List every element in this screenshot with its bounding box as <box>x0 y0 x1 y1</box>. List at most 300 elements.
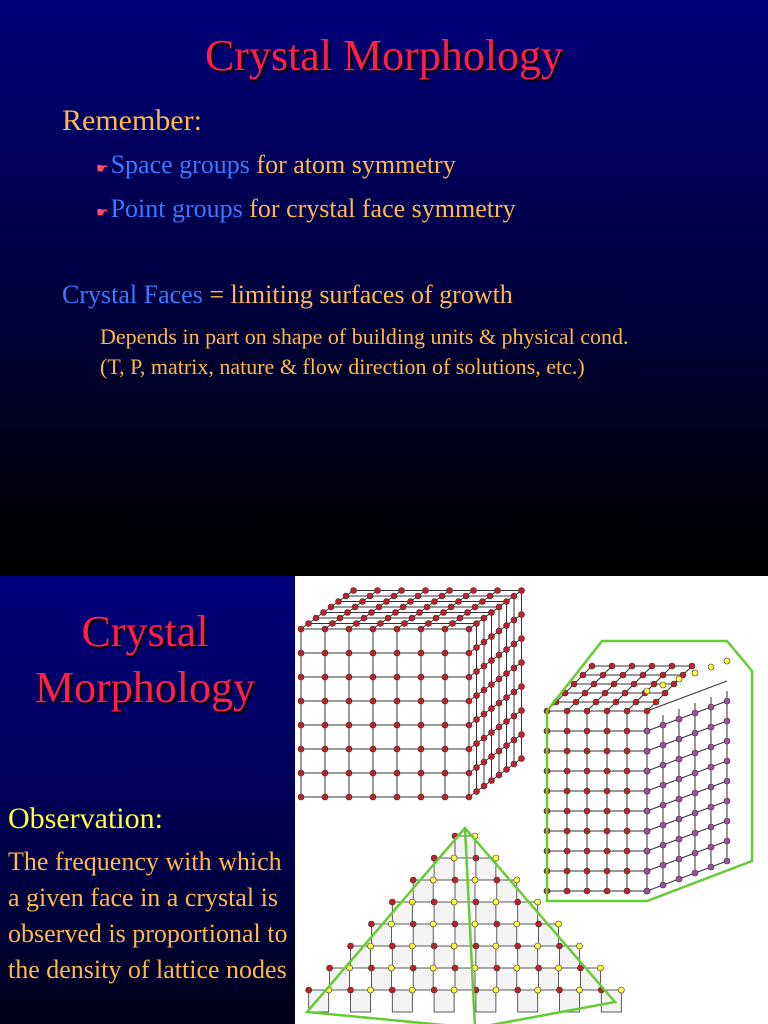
lattice-bond <box>647 761 727 791</box>
lattice-node <box>322 770 328 776</box>
lattice-node <box>604 828 610 834</box>
lattice-node <box>348 987 354 993</box>
lattice-cube <box>413 924 433 946</box>
lattice-node <box>624 728 630 734</box>
title-line-1: Crystal <box>81 607 209 656</box>
lattice-node <box>724 778 730 784</box>
lattice-cube <box>392 902 412 924</box>
lattice-node <box>466 770 472 776</box>
lattice-node <box>431 943 437 949</box>
lattice-node <box>689 663 695 669</box>
lattice-node <box>511 713 517 719</box>
lattice-node <box>496 724 502 730</box>
lattice-node <box>306 621 312 627</box>
lattice-node <box>496 652 502 658</box>
lattice-node <box>322 650 328 656</box>
depends-line-2: (T, P, matrix, nature & flow direction of solutions, etc.) <box>100 354 585 379</box>
lattice-node <box>451 899 457 905</box>
lattice-node <box>644 848 650 854</box>
bullet-text: for crystal face symmetry <box>242 194 516 223</box>
lattice-node <box>389 943 395 949</box>
lattice-node <box>511 737 517 743</box>
lattice-bond <box>647 701 727 731</box>
lattice-node <box>346 626 352 632</box>
lattice-node <box>452 965 458 971</box>
lattice-node <box>466 722 472 728</box>
lattice-node <box>692 670 698 676</box>
lattice-node <box>457 615 463 621</box>
lattice-node <box>724 718 730 724</box>
lattice-node <box>624 848 630 854</box>
lattice-node <box>631 681 637 687</box>
lattice-node <box>624 888 630 894</box>
lattice-node <box>409 943 415 949</box>
lattice-node <box>708 784 714 790</box>
lattice-node <box>346 674 352 680</box>
lattice-node <box>589 663 595 669</box>
lattice-node <box>474 645 480 651</box>
crystal-lattice-figure <box>295 576 768 1024</box>
lattice-node <box>676 756 682 762</box>
lattice-node <box>361 615 367 621</box>
lattice-node <box>430 877 436 883</box>
lattice-node <box>418 746 424 752</box>
lattice-cube <box>330 968 350 990</box>
lattice-node <box>708 664 714 670</box>
lattice-node <box>442 746 448 752</box>
depends-line-1: Depends in part on shape of building units & physical cond. <box>100 324 629 349</box>
lattice-node <box>481 615 487 621</box>
lattice-node <box>370 650 376 656</box>
lattice-node <box>604 748 610 754</box>
lattice-node <box>644 868 650 874</box>
lattice-node <box>389 987 395 993</box>
lattice-node <box>692 730 698 736</box>
lattice-node <box>409 899 415 905</box>
lattice-node <box>393 610 399 616</box>
lattice-node <box>298 674 304 680</box>
lattice-node <box>604 728 610 734</box>
lattice-node <box>519 732 525 738</box>
lattice-node <box>536 965 542 971</box>
lattice-cube <box>392 990 412 1012</box>
lattice-node <box>394 722 400 728</box>
observation-text: The frequency with which a given face in a crystal is observed is proportional to the density of lattice nodes <box>8 847 288 984</box>
lattice-node <box>442 722 448 728</box>
lattice-node <box>519 756 525 762</box>
lattice-node <box>511 665 517 671</box>
lattice-node <box>442 674 448 680</box>
lattice-node <box>496 772 502 778</box>
lattice-node <box>708 804 714 810</box>
lattice-node <box>481 687 487 693</box>
lattice-node <box>676 776 682 782</box>
lattice-node <box>472 877 478 883</box>
lattice-cube <box>476 946 496 968</box>
lattice-node <box>573 699 579 705</box>
lattice-node <box>391 593 397 599</box>
lattice-cube <box>434 902 454 924</box>
lattice-node <box>519 588 525 594</box>
lattice-node <box>400 604 406 610</box>
lattice-node <box>535 943 541 949</box>
lattice-node <box>418 626 424 632</box>
lattice-node <box>394 626 400 632</box>
lattice-node <box>519 660 525 666</box>
lattice-node <box>345 610 351 616</box>
pointing-hand-icon: ☛ <box>96 206 109 221</box>
lattice-node <box>511 761 517 767</box>
lattice-node <box>418 722 424 728</box>
lattice-node <box>448 604 454 610</box>
lattice-node <box>451 943 457 949</box>
bullet-text: for atom symmetry <box>249 150 456 179</box>
lattice-node <box>676 816 682 822</box>
lattice-node <box>591 681 597 687</box>
lattice-node <box>408 599 414 605</box>
lattice-node <box>456 599 462 605</box>
lattice-node <box>418 674 424 680</box>
lattice-cube <box>455 924 475 946</box>
lattice-node <box>473 899 479 905</box>
lattice-node <box>584 728 590 734</box>
lattice-cube <box>518 946 538 968</box>
lattice-node <box>584 788 590 794</box>
lattice-node <box>481 663 487 669</box>
lattice-node <box>399 588 405 594</box>
lattice-node <box>409 987 415 993</box>
lattice-node <box>346 698 352 704</box>
lattice-cube <box>413 968 433 990</box>
lattice-node <box>328 604 334 610</box>
lattice-node <box>584 828 590 834</box>
lattice-node <box>624 768 630 774</box>
lattice-node <box>708 704 714 710</box>
lattice-node <box>370 794 376 800</box>
lattice-node <box>504 623 510 629</box>
title-line-2: Morphology <box>35 663 255 712</box>
lattice-node <box>463 593 469 599</box>
lattice-node <box>535 899 541 905</box>
lattice-node <box>676 876 682 882</box>
lattice-node <box>489 730 495 736</box>
lattice-cube <box>434 990 454 1012</box>
lattice-node <box>370 722 376 728</box>
lattice-node <box>692 710 698 716</box>
bullet-point-groups <box>96 194 516 224</box>
lattice-node <box>496 604 502 610</box>
lattice-node <box>504 599 510 605</box>
lattice-node <box>466 626 472 632</box>
lattice-node <box>660 822 666 828</box>
lattice-node <box>352 604 358 610</box>
lattice-node <box>489 778 495 784</box>
lattice-node <box>494 965 500 971</box>
lattice-node <box>474 669 480 675</box>
faces-term: Crystal Faces <box>62 280 203 309</box>
lattice-node <box>624 788 630 794</box>
lattice-node <box>660 882 666 888</box>
lattice-node <box>660 742 666 748</box>
lattice-node <box>564 708 570 714</box>
lattice-node <box>494 877 500 883</box>
lattice-node <box>466 794 472 800</box>
lattice-node <box>389 899 395 905</box>
lattice-node <box>322 794 328 800</box>
lattice-node <box>604 788 610 794</box>
lattice-node <box>473 855 479 861</box>
lattice-node <box>474 693 480 699</box>
lattice-node <box>466 746 472 752</box>
lattice-node <box>306 987 312 993</box>
lattice-node <box>451 855 457 861</box>
lattice-node <box>487 593 493 599</box>
lattice-bond <box>647 801 727 831</box>
lattice-node <box>676 856 682 862</box>
observation-heading: Observation: <box>8 802 163 835</box>
lattice-node <box>481 711 487 717</box>
lattice-node <box>504 743 510 749</box>
lattice-node <box>600 672 606 678</box>
lattice-node <box>660 842 666 848</box>
lattice-node <box>360 599 366 605</box>
lattice-node <box>298 698 304 704</box>
lattice-node <box>514 877 520 883</box>
lattice-node <box>629 663 635 669</box>
lattice-node <box>321 610 327 616</box>
lattice-node <box>447 588 453 594</box>
lattice-node <box>439 593 445 599</box>
lattice-cube <box>392 946 412 968</box>
lattice-node <box>474 741 480 747</box>
lattice-node <box>394 674 400 680</box>
lattice-node <box>489 610 495 616</box>
lattice-node <box>584 888 590 894</box>
lattice-node <box>724 798 730 804</box>
lattice-node <box>584 768 590 774</box>
lattice-cube <box>455 880 475 902</box>
lattice-cube <box>309 990 329 1012</box>
lattice-node <box>327 965 333 971</box>
lattice-node <box>593 699 599 705</box>
lattice-node <box>724 858 730 864</box>
lattice-node <box>582 690 588 696</box>
lattice-node <box>676 836 682 842</box>
lattice-node <box>313 615 319 621</box>
lattice-node <box>489 754 495 760</box>
lattice-node <box>346 794 352 800</box>
lattice-node <box>660 762 666 768</box>
lattice-node <box>564 888 570 894</box>
lattice-node <box>676 796 682 802</box>
lattice-node <box>430 921 436 927</box>
lattice-node <box>298 746 304 752</box>
lattice-node <box>489 682 495 688</box>
lattice-node <box>322 674 328 680</box>
lattice-node <box>442 698 448 704</box>
lattice-node <box>644 688 650 694</box>
lattice-node <box>298 770 304 776</box>
lattice-node <box>511 617 517 623</box>
lattice-node <box>423 588 429 594</box>
lattice-cube <box>476 902 496 924</box>
lattice-node <box>511 689 517 695</box>
lattice-node <box>564 828 570 834</box>
lattice-node <box>441 610 447 616</box>
lattice-node <box>426 621 432 627</box>
lattice-bond <box>647 841 727 871</box>
lattice-node <box>442 770 448 776</box>
lattice-cube <box>518 902 538 924</box>
lattice-node <box>472 604 478 610</box>
lattice-node <box>584 708 590 714</box>
lattice-node <box>489 658 495 664</box>
lattice-node <box>653 699 659 705</box>
lattice-node <box>724 838 730 844</box>
lattice-node <box>584 748 590 754</box>
lattice-bond <box>647 781 727 811</box>
lattice-node <box>660 672 666 678</box>
lattice-node <box>418 770 424 776</box>
lattice-node <box>410 877 416 883</box>
lattice-node <box>322 722 328 728</box>
lattice-node <box>474 765 480 771</box>
lattice-node <box>472 921 478 927</box>
lattice-node <box>496 748 502 754</box>
lattice-node <box>519 684 525 690</box>
lattice-node <box>692 870 698 876</box>
pointing-hand-icon: ☛ <box>96 162 109 177</box>
lattice-node <box>724 698 730 704</box>
lattice-node <box>662 690 668 696</box>
lattice-cube <box>601 990 621 1012</box>
lattice-cube <box>434 946 454 968</box>
lattice-node <box>348 943 354 949</box>
lattice-node <box>480 599 486 605</box>
lattice-node <box>410 965 416 971</box>
lattice-node <box>394 698 400 704</box>
lattice-node <box>368 943 374 949</box>
lattice-node <box>384 599 390 605</box>
lattice-node <box>474 717 480 723</box>
lattice-bond <box>647 721 727 751</box>
lattice-node <box>644 728 650 734</box>
lattice-node <box>644 828 650 834</box>
lattice-node <box>624 828 630 834</box>
faces-definition: = limiting surfaces of growth <box>202 280 513 309</box>
lattice-node <box>451 987 457 993</box>
lattice-node <box>417 610 423 616</box>
lattice-node <box>376 604 382 610</box>
lattice-node <box>515 987 521 993</box>
lattice-node <box>515 899 521 905</box>
crystal-faces-definition <box>62 280 513 310</box>
lattice-cube <box>497 924 517 946</box>
lattice-node <box>644 788 650 794</box>
lattice-node <box>418 698 424 704</box>
lattice-node <box>604 888 610 894</box>
lattice-node <box>343 593 349 599</box>
lattice-node <box>495 588 501 594</box>
lattice-node <box>375 588 381 594</box>
lattice-node <box>644 768 650 774</box>
lattice-node <box>633 699 639 705</box>
lattice-node <box>471 588 477 594</box>
lattice-node <box>564 848 570 854</box>
lattice-node <box>640 672 646 678</box>
slide-title <box>0 604 290 716</box>
lattice-node <box>466 650 472 656</box>
lattice-node <box>649 663 655 669</box>
lattice-node <box>708 864 714 870</box>
lattice-node <box>536 921 542 927</box>
lattice-node <box>660 802 666 808</box>
lattice-node <box>624 748 630 754</box>
lattice-node <box>620 672 626 678</box>
lattice-cube <box>371 968 391 990</box>
lattice-node <box>644 708 650 714</box>
lattice-node <box>660 782 666 788</box>
lattice-node <box>511 641 517 647</box>
lattice-node <box>708 764 714 770</box>
lattice-node <box>692 750 698 756</box>
lattice-node <box>644 888 650 894</box>
lattice-node <box>671 681 677 687</box>
lattice-node <box>489 634 495 640</box>
lattice-node <box>346 770 352 776</box>
lattice-node <box>535 987 541 993</box>
slide-title: Crystal Morphology <box>204 31 564 80</box>
lattice-node <box>410 921 416 927</box>
lattice-cube <box>518 990 538 1012</box>
lattice-node <box>452 921 458 927</box>
lattice-node <box>432 599 438 605</box>
bullet-space-groups <box>96 150 456 180</box>
lattice-node <box>692 790 698 796</box>
lattice-node <box>493 987 499 993</box>
lattice-node <box>519 636 525 642</box>
lattice-node <box>370 698 376 704</box>
lattice-node <box>298 722 304 728</box>
lattice-node <box>602 690 608 696</box>
lattice-node <box>580 672 586 678</box>
lattice-node <box>336 599 342 605</box>
lattice-node <box>609 663 615 669</box>
lattice-cube <box>497 968 517 990</box>
lattice-node <box>370 770 376 776</box>
lattice-node <box>622 690 628 696</box>
lattice-node <box>466 698 472 704</box>
lattice-node <box>644 808 650 814</box>
lattice-node <box>564 808 570 814</box>
lattice-node <box>660 862 666 868</box>
depends-note <box>100 322 629 382</box>
lattice-bond <box>647 681 727 711</box>
lattice-node <box>322 746 328 752</box>
lattice-node <box>474 789 480 795</box>
lattice-node <box>424 604 430 610</box>
lattice-node <box>660 722 666 728</box>
lattice-node <box>613 699 619 705</box>
lattice-node <box>692 810 698 816</box>
lattice-node <box>577 987 583 993</box>
lattice-node <box>418 650 424 656</box>
lattice-cube <box>580 968 600 990</box>
lattice-node <box>624 868 630 874</box>
lattice-node <box>504 671 510 677</box>
lattice-node <box>604 708 610 714</box>
lattice-illustration <box>295 576 768 1024</box>
